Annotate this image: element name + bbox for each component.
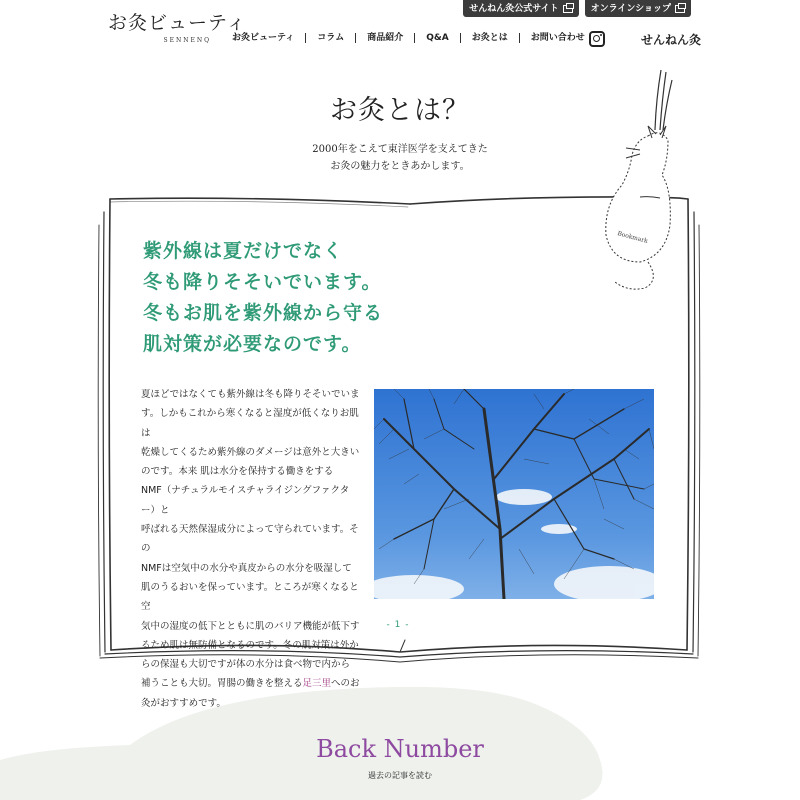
headline-line: 肌対策が必要なのです。 xyxy=(143,333,362,355)
body-line: らの保湿も大切ですが体の水分は食べ物で内から xyxy=(141,659,351,671)
nav-item-qa[interactable]: Q&A xyxy=(415,33,460,43)
body-line: 肌のうるおいを保っています。ところが寒くなると空 xyxy=(141,581,359,613)
body-line xyxy=(141,674,363,693)
tree-sky-photo xyxy=(374,389,654,599)
page-number: - 1 - xyxy=(386,620,410,630)
body-line: 夏ほどではなくても紫外線は冬も降りそそいでいま xyxy=(141,389,360,400)
back-number-subtitle[interactable]: 過去の記事を読む xyxy=(368,771,432,780)
subtitle-line: 2000年をこえて東洋医学を支えてきた xyxy=(312,144,488,155)
back-number-title[interactable]: Back Number xyxy=(316,735,484,763)
body-line: のです。本来 肌は水分を保持する働きをする xyxy=(141,466,334,478)
body-line: るため肌は無防備となるのです。冬の肌対策は外か xyxy=(141,639,359,651)
nav-item-contact[interactable]: お問い合わせ xyxy=(530,33,585,43)
logo-text: お灸ビューティ xyxy=(108,12,247,34)
body-line: 灸がおすすめです。 xyxy=(141,697,226,709)
headline-line: 紫外線は夏だけでなく xyxy=(143,240,344,262)
body-text-segment: 補うことも大切。胃腸の働きを整える xyxy=(141,678,303,690)
logo-subtext: SENNENQ xyxy=(163,37,212,44)
nav-item-okyu-beauty[interactable]: お灸ビューティ xyxy=(221,33,306,43)
body-line: NMFは空気中の水分や真皮からの水分を吸湿して xyxy=(141,562,352,574)
headline-line: 冬もお肌を紫外線から守る xyxy=(143,302,384,324)
headline-line: 冬も降りそそいでいます。 xyxy=(143,271,382,293)
page-title: お灸とは？ xyxy=(330,95,470,126)
body-line: 呼ばれる天然保湿成分によって守られています。その xyxy=(141,524,359,555)
article-body xyxy=(141,385,363,713)
body-line: す。しかもこれから寒くなると湿度が低くなりお肌は xyxy=(141,408,359,439)
nav-item-column[interactable]: コラム xyxy=(306,33,356,43)
ashisanri-link[interactable]: 足三里 xyxy=(302,678,332,690)
nav-item-products[interactable]: 商品紹介 xyxy=(356,33,415,43)
body-text-segment: へのお xyxy=(331,678,360,690)
article-headline xyxy=(143,236,383,360)
body-line: 気中の湿度の低下とともに肌のバリア機能が低下す xyxy=(141,620,360,632)
body-line: 乾燥してくるため紫外線のダメージは意外と大きい xyxy=(141,446,360,458)
bookmark-label: Bookmark xyxy=(616,230,649,245)
nav-item-about[interactable]: お灸とは xyxy=(461,33,520,43)
online-shop-label: オンラインショップ xyxy=(590,3,671,13)
body-line: NMF（ナチュラルモイスチャライジングファクター）と xyxy=(141,485,350,516)
official-site-label: せんねん灸公式サイト xyxy=(469,3,559,13)
brand-link[interactable]: せんねん灸 xyxy=(641,33,702,47)
subtitle-line: お灸の魅力をときあかします。 xyxy=(330,161,470,172)
